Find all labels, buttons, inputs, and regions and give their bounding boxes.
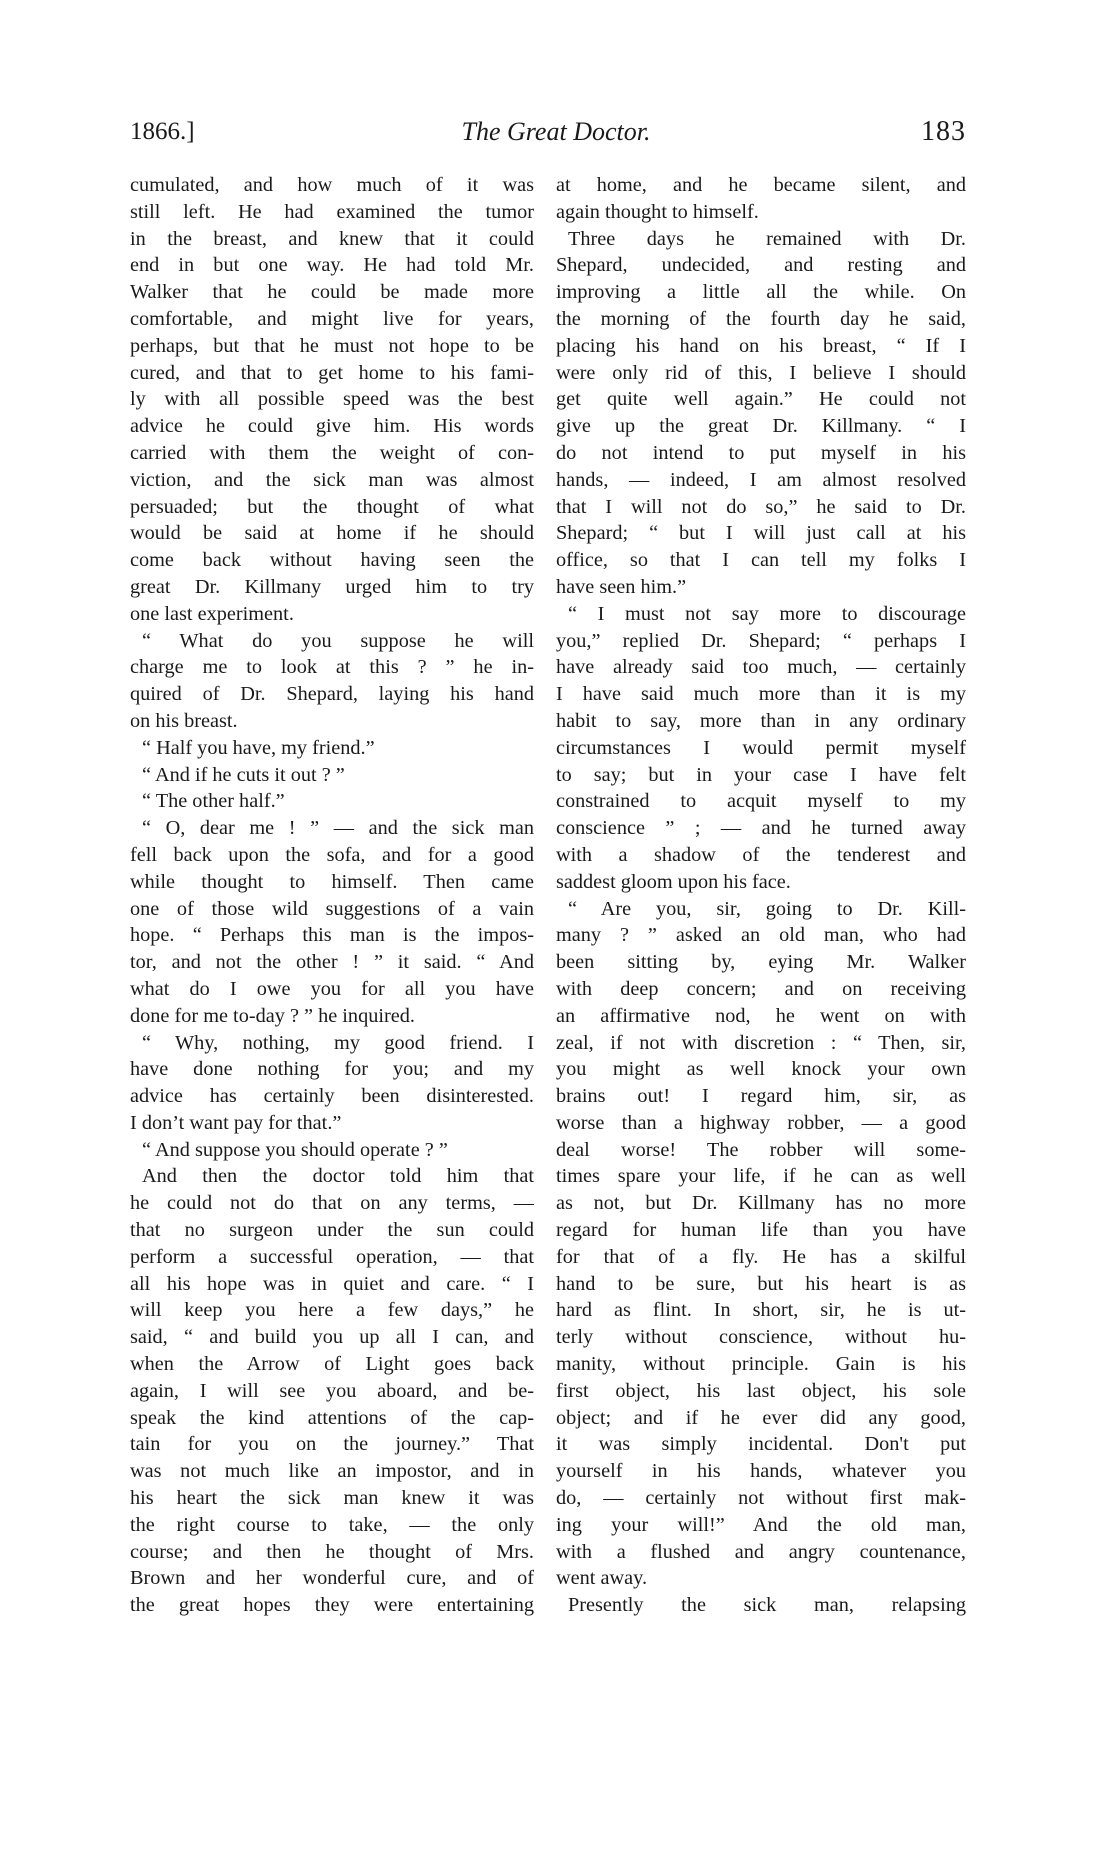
text-line: fell back upon the sofa, and for a good (130, 843, 534, 866)
text-line: was not much like an impostor, and in (130, 1460, 534, 1483)
text-line: would be said at home if he should (130, 522, 534, 545)
text-line: carried with them the weight of con- (130, 441, 534, 464)
text-line: viction, and the sick man was almost (130, 468, 534, 491)
text-line: as not, but Dr. Killmany has no more (556, 1192, 966, 1215)
text-line: habit to say, more than in any ordinary (556, 709, 966, 732)
text-line: “ What do you suppose he will (142, 629, 534, 652)
text-line: hard as flint. In short, sir, he is ut- (556, 1299, 966, 1322)
text-line: in the breast, and knew that it could (130, 227, 534, 250)
text-line: regard for human life than you have (556, 1219, 966, 1242)
text-line: And then the doctor told him that (142, 1165, 534, 1188)
text-line: first object, his last object, his sole (556, 1379, 966, 1402)
text-line: again, I will see you aboard, and be- (130, 1379, 534, 1402)
text-line: times spare your life, if he can as well (556, 1165, 966, 1188)
page-number: 183 (921, 116, 966, 147)
text-line: “ And if he cuts it out ? ” (142, 763, 345, 786)
text-line: with deep concern; and on receiving (556, 977, 966, 1000)
text-line: “ Are you, sir, going to Dr. Kill- (568, 897, 966, 920)
text-line: for that of a fly. He has a skilful (556, 1245, 966, 1268)
text-line: one of those wild suggestions of a vain (130, 897, 534, 920)
text-line: great Dr. Killmany urged him to try (130, 575, 534, 598)
text-line: manity, without principle. Gain is his (556, 1353, 966, 1376)
text-line: have already said too much, — certainly (556, 656, 966, 679)
text-line: again thought to himself. (556, 200, 759, 223)
text-line: cumulated, and how much of it was (130, 174, 534, 196)
text-column-left (130, 172, 534, 1619)
text-line: improving a little all the while. On (556, 281, 966, 304)
text-line: comfortable, and might live for years, (130, 307, 534, 330)
text-line: “ I must not say more to discourage (568, 602, 966, 625)
text-line: Presently the sick man, relapsing (568, 1594, 966, 1617)
text-line: been sitting by, eying Mr. Walker (556, 951, 966, 974)
text-line: “ And suppose you should operate ? ” (142, 1138, 448, 1161)
text-line: tor, and not the other ! ” it said. “ And (130, 951, 534, 974)
text-line: the great hopes they were entertaining (130, 1594, 534, 1617)
text-line: went away. (556, 1567, 648, 1590)
text-line: quired of Dr. Shepard, laying his hand (130, 683, 534, 706)
text-line: persuaded; but the thought of what (130, 495, 534, 518)
text-line: speak the kind attentions of the cap- (130, 1406, 534, 1429)
text-line: you might as well knock your own (556, 1058, 966, 1081)
text-line: hand to be sure, but his heart is as (556, 1272, 966, 1295)
text-line: the morning of the fourth day he said, (556, 307, 966, 330)
text-line: one last experiment. (130, 602, 294, 625)
text-line: give up the great Dr. Killmany. “ I (556, 415, 966, 438)
text-line: you,” replied Dr. Shepard; “ perhaps I (556, 629, 966, 652)
text-line: with a flushed and angry countenance, (556, 1540, 966, 1563)
text-line: hope. “ Perhaps this man is the impos- (130, 924, 534, 947)
text-line: constrained to acquit myself to my (556, 790, 966, 813)
text-line: I have said much more than it is my (556, 683, 966, 706)
text-line: Shepard, undecided, and resting and (556, 254, 966, 277)
text-line: that no surgeon under the sun could (130, 1219, 534, 1242)
text-line: ing your will!” And the old man, (556, 1513, 966, 1536)
running-head-year: 1866.] (130, 118, 195, 145)
text-line: an affirmative nod, he went on with (556, 1004, 966, 1027)
text-line: deal worse! The robber will some- (556, 1138, 966, 1161)
text-line: I don’t want pay for that.” (130, 1111, 342, 1134)
text-line: advice has certainly been disinterested. (130, 1085, 534, 1108)
text-line: conscience ” ; — and he turned away (556, 817, 966, 840)
text-line: zeal, if not with discretion : “ Then, sir, (556, 1031, 966, 1054)
text-line: brains out! I regard him, sir, as (556, 1085, 966, 1108)
text-line: end in but one way. He had told Mr. (130, 254, 534, 277)
text-line: said, “ and build you up all I can, and (130, 1326, 534, 1349)
text-line: object; and if he ever did any good, (556, 1406, 966, 1429)
text-line: it was simply incidental. Don't put (556, 1433, 966, 1456)
text-line: while thought to himself. Then came (130, 870, 534, 893)
text-line: terly without conscience, without hu- (556, 1326, 966, 1349)
text-line: charge me to look at this ? ” he in- (130, 656, 534, 679)
text-line: many ? ” asked an old man, who had (556, 924, 966, 947)
text-line: perhaps, but that he must not hope to be (130, 334, 534, 357)
text-line: Three days he remained with Dr. (568, 227, 966, 250)
text-line: yourself in his hands, whatever you (556, 1460, 966, 1483)
text-line: have seen him.” (556, 575, 687, 598)
text-line: he could not do that on any terms, — (130, 1192, 534, 1215)
text-line: the right course to take, — the only (130, 1513, 534, 1536)
text-line: done for me to-day ? ” he inquired. (130, 1004, 415, 1027)
text-line: course; and then he thought of Mrs. (130, 1540, 534, 1563)
text-line: were only rid of this, I believe I should (556, 361, 966, 384)
text-line: Shepard; “ but I will just call at his (556, 522, 966, 545)
text-line: “ The other half.” (142, 790, 285, 813)
text-line: will keep you here a few days,” he (130, 1299, 534, 1322)
text-line: placing his hand on his breast, “ If I (556, 334, 966, 357)
text-line: that I will not do so,” he said to Dr. (556, 495, 966, 518)
text-line: circumstances I would permit myself (556, 736, 966, 759)
text-line: “ Half you have, my friend.” (142, 736, 375, 759)
text-line: still left. He had examined the tumor (130, 200, 534, 223)
text-line: when the Arrow of Light goes back (130, 1353, 534, 1376)
text-column-right (556, 172, 966, 1619)
text-line: get quite well again.” He could not (556, 388, 966, 411)
text-line: office, so that I can tell my folks I (556, 549, 966, 572)
running-head-title: The Great Doctor. (461, 117, 651, 146)
text-line: tain for you on the journey.” That (130, 1433, 534, 1456)
text-line: advice he could give him. His words (130, 415, 534, 438)
text-line: do not intend to put myself in his (556, 441, 966, 464)
text-line: do, — certainly not without first mak- (556, 1487, 966, 1510)
text-line: come back without having seen the (130, 549, 534, 572)
text-line: what do I owe you for all you have (130, 977, 534, 1000)
text-line: at home, and he became silent, and (556, 174, 966, 196)
text-line: saddest gloom upon his face. (556, 870, 791, 893)
text-line: “ O, dear me ! ” — and the sick man (142, 817, 534, 840)
text-line: Brown and her wonderful cure, and of (130, 1567, 534, 1590)
text-line: his heart the sick man knew it was (130, 1487, 534, 1510)
text-line: on his breast. (130, 709, 238, 732)
text-line: hands, — indeed, I am almost resolved (556, 468, 966, 491)
text-line: perform a successful operation, — that (130, 1245, 534, 1268)
text-line: have done nothing for you; and my (130, 1058, 534, 1081)
text-line: Walker that he could be made more (130, 281, 534, 304)
text-line: with a shadow of the tenderest and (556, 843, 966, 866)
text-line: to say; but in your case I have felt (556, 763, 966, 786)
text-line: all his hope was in quiet and care. “ I (130, 1272, 534, 1295)
text-line: worse than a highway robber, — a good (556, 1111, 966, 1134)
text-line: ly with all possible speed was the best (130, 388, 534, 411)
text-line: “ Why, nothing, my good friend. I (142, 1031, 534, 1054)
text-line: cured, and that to get home to his fami- (130, 361, 534, 384)
